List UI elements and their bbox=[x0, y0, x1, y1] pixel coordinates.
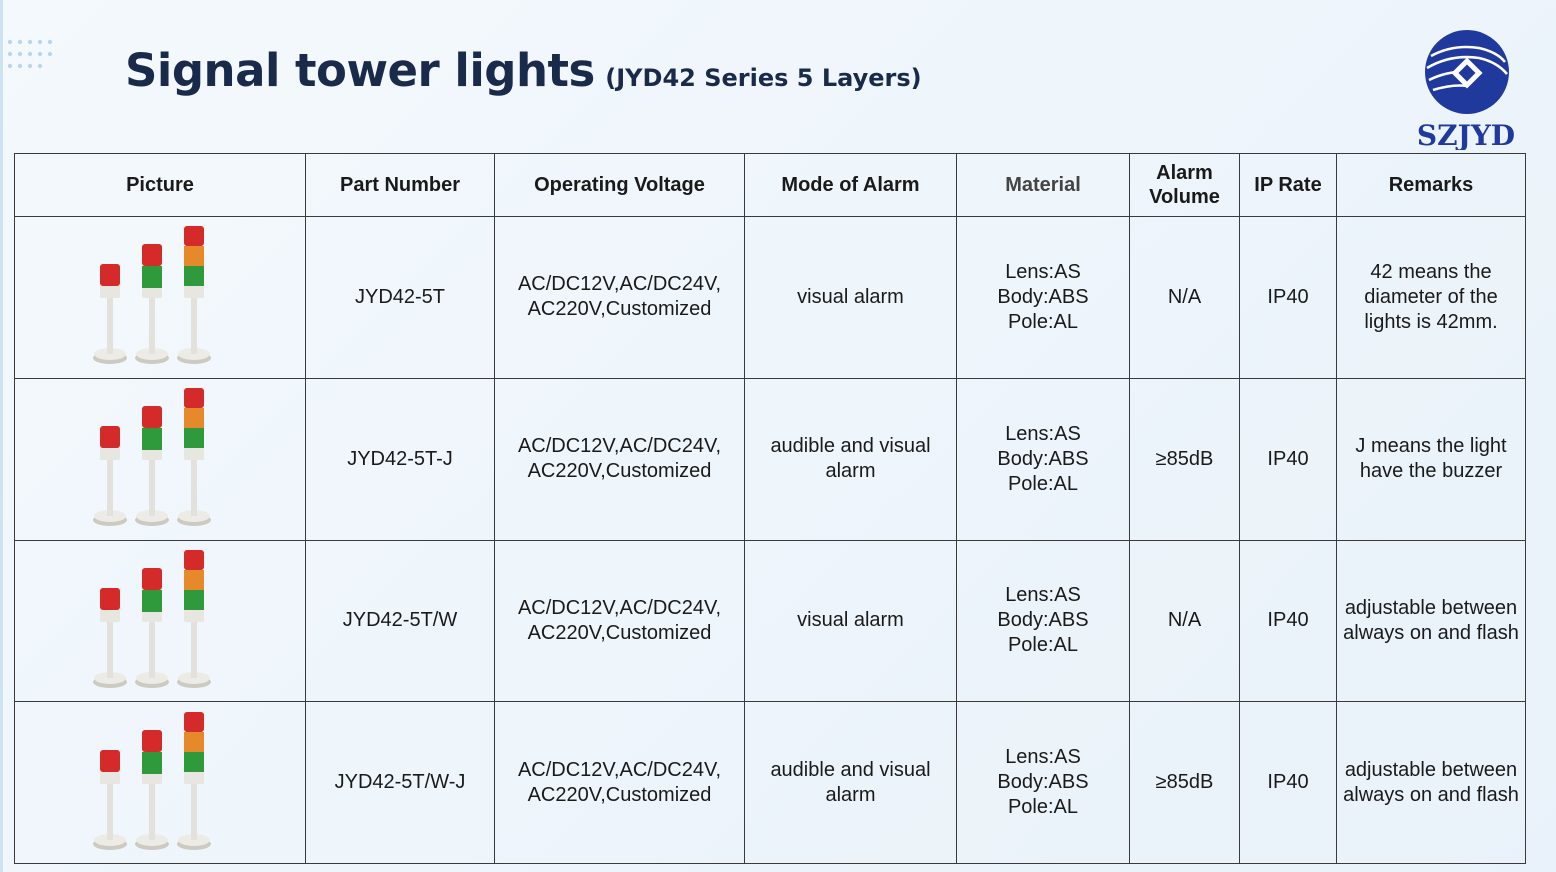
part-number-cell: JYD42-5T/W-J bbox=[306, 702, 495, 864]
material-cell: Lens:AS Body:ABS Pole:AL bbox=[957, 540, 1130, 702]
signal-tower-lights-image bbox=[80, 226, 240, 368]
voltage-cell: AC/DC12V,AC/DC24V, AC220V,Customized bbox=[495, 217, 745, 379]
remarks-cell: adjustable between always on and flash bbox=[1337, 540, 1526, 702]
col-header-picture: Picture bbox=[15, 154, 306, 217]
page-title bbox=[125, 44, 922, 97]
part-number-cell: JYD42-5T/W bbox=[306, 540, 495, 702]
signal-tower-lights-image bbox=[80, 388, 240, 530]
volume-cell: N/A bbox=[1130, 540, 1240, 702]
left-edge-bar bbox=[0, 0, 3, 872]
volume-cell: ≥85dB bbox=[1130, 378, 1240, 540]
ip-cell: IP40 bbox=[1240, 702, 1337, 864]
volume-cell: N/A bbox=[1130, 217, 1240, 379]
tower-2-layer bbox=[135, 244, 169, 364]
volume-cell: ≥85dB bbox=[1130, 702, 1240, 864]
col-header-remarks: Remarks bbox=[1337, 154, 1526, 217]
header-row bbox=[15, 154, 1526, 217]
part-number-cell: JYD42-5T-J bbox=[306, 378, 495, 540]
title-subtitle: (JYD42 Series 5 Layers) bbox=[605, 64, 922, 92]
col-header-alarm-volume: Alarm Volume bbox=[1130, 154, 1240, 217]
voltage-cell: AC/DC12V,AC/DC24V, AC220V,Customized bbox=[495, 702, 745, 864]
signal-tower-lights-image bbox=[80, 712, 240, 854]
col-header-part-number: Part Number bbox=[306, 154, 495, 217]
signal-tower-lights-image bbox=[80, 550, 240, 692]
remarks-cell: 42 means the diameter of the lights is 42mm. bbox=[1337, 217, 1526, 379]
material-cell: Lens:AS Body:ABS Pole:AL bbox=[957, 378, 1130, 540]
table-row bbox=[15, 702, 1526, 864]
col-header-mode-of-alarm: Mode of Alarm bbox=[745, 154, 957, 217]
col-header-ip-rate: IP Rate bbox=[1240, 154, 1337, 217]
ip-cell: IP40 bbox=[1240, 217, 1337, 379]
voltage-cell: AC/DC12V,AC/DC24V, AC220V,Customized bbox=[495, 378, 745, 540]
title-main: Signal tower lights bbox=[125, 44, 595, 97]
mode-cell: audible and visual alarm bbox=[745, 702, 957, 864]
table-row bbox=[15, 540, 1526, 702]
remarks-cell: adjustable between always on and flash bbox=[1337, 702, 1526, 864]
ip-cell: IP40 bbox=[1240, 378, 1337, 540]
tower-1-layer bbox=[93, 264, 127, 364]
table-row bbox=[15, 217, 1526, 379]
material-cell: Lens:AS Body:ABS Pole:AL bbox=[957, 702, 1130, 864]
spec-table bbox=[14, 153, 1526, 864]
logo-text: SZJYD bbox=[1416, 119, 1516, 150]
voltage-cell: AC/DC12V,AC/DC24V, AC220V,Customized bbox=[495, 540, 745, 702]
remarks-cell: J means the light have the buzzer bbox=[1337, 378, 1526, 540]
mode-cell: visual alarm bbox=[745, 540, 957, 702]
picture-cell bbox=[15, 217, 306, 379]
picture-cell bbox=[15, 378, 306, 540]
tower-3-layer bbox=[177, 226, 211, 364]
col-header-material: Material bbox=[957, 154, 1130, 217]
part-number-cell: JYD42-5T bbox=[306, 217, 495, 379]
ip-cell: IP40 bbox=[1240, 540, 1337, 702]
company-logo bbox=[1405, 26, 1527, 150]
mode-cell: visual alarm bbox=[745, 217, 957, 379]
mode-cell: audible and visual alarm bbox=[745, 378, 957, 540]
picture-cell bbox=[15, 540, 306, 702]
decorative-dots bbox=[0, 28, 70, 88]
picture-cell bbox=[15, 702, 306, 864]
col-header-operating-voltage: Operating Voltage bbox=[495, 154, 745, 217]
material-cell: Lens:AS Body:ABS Pole:AL bbox=[957, 217, 1130, 379]
table-row bbox=[15, 378, 1526, 540]
